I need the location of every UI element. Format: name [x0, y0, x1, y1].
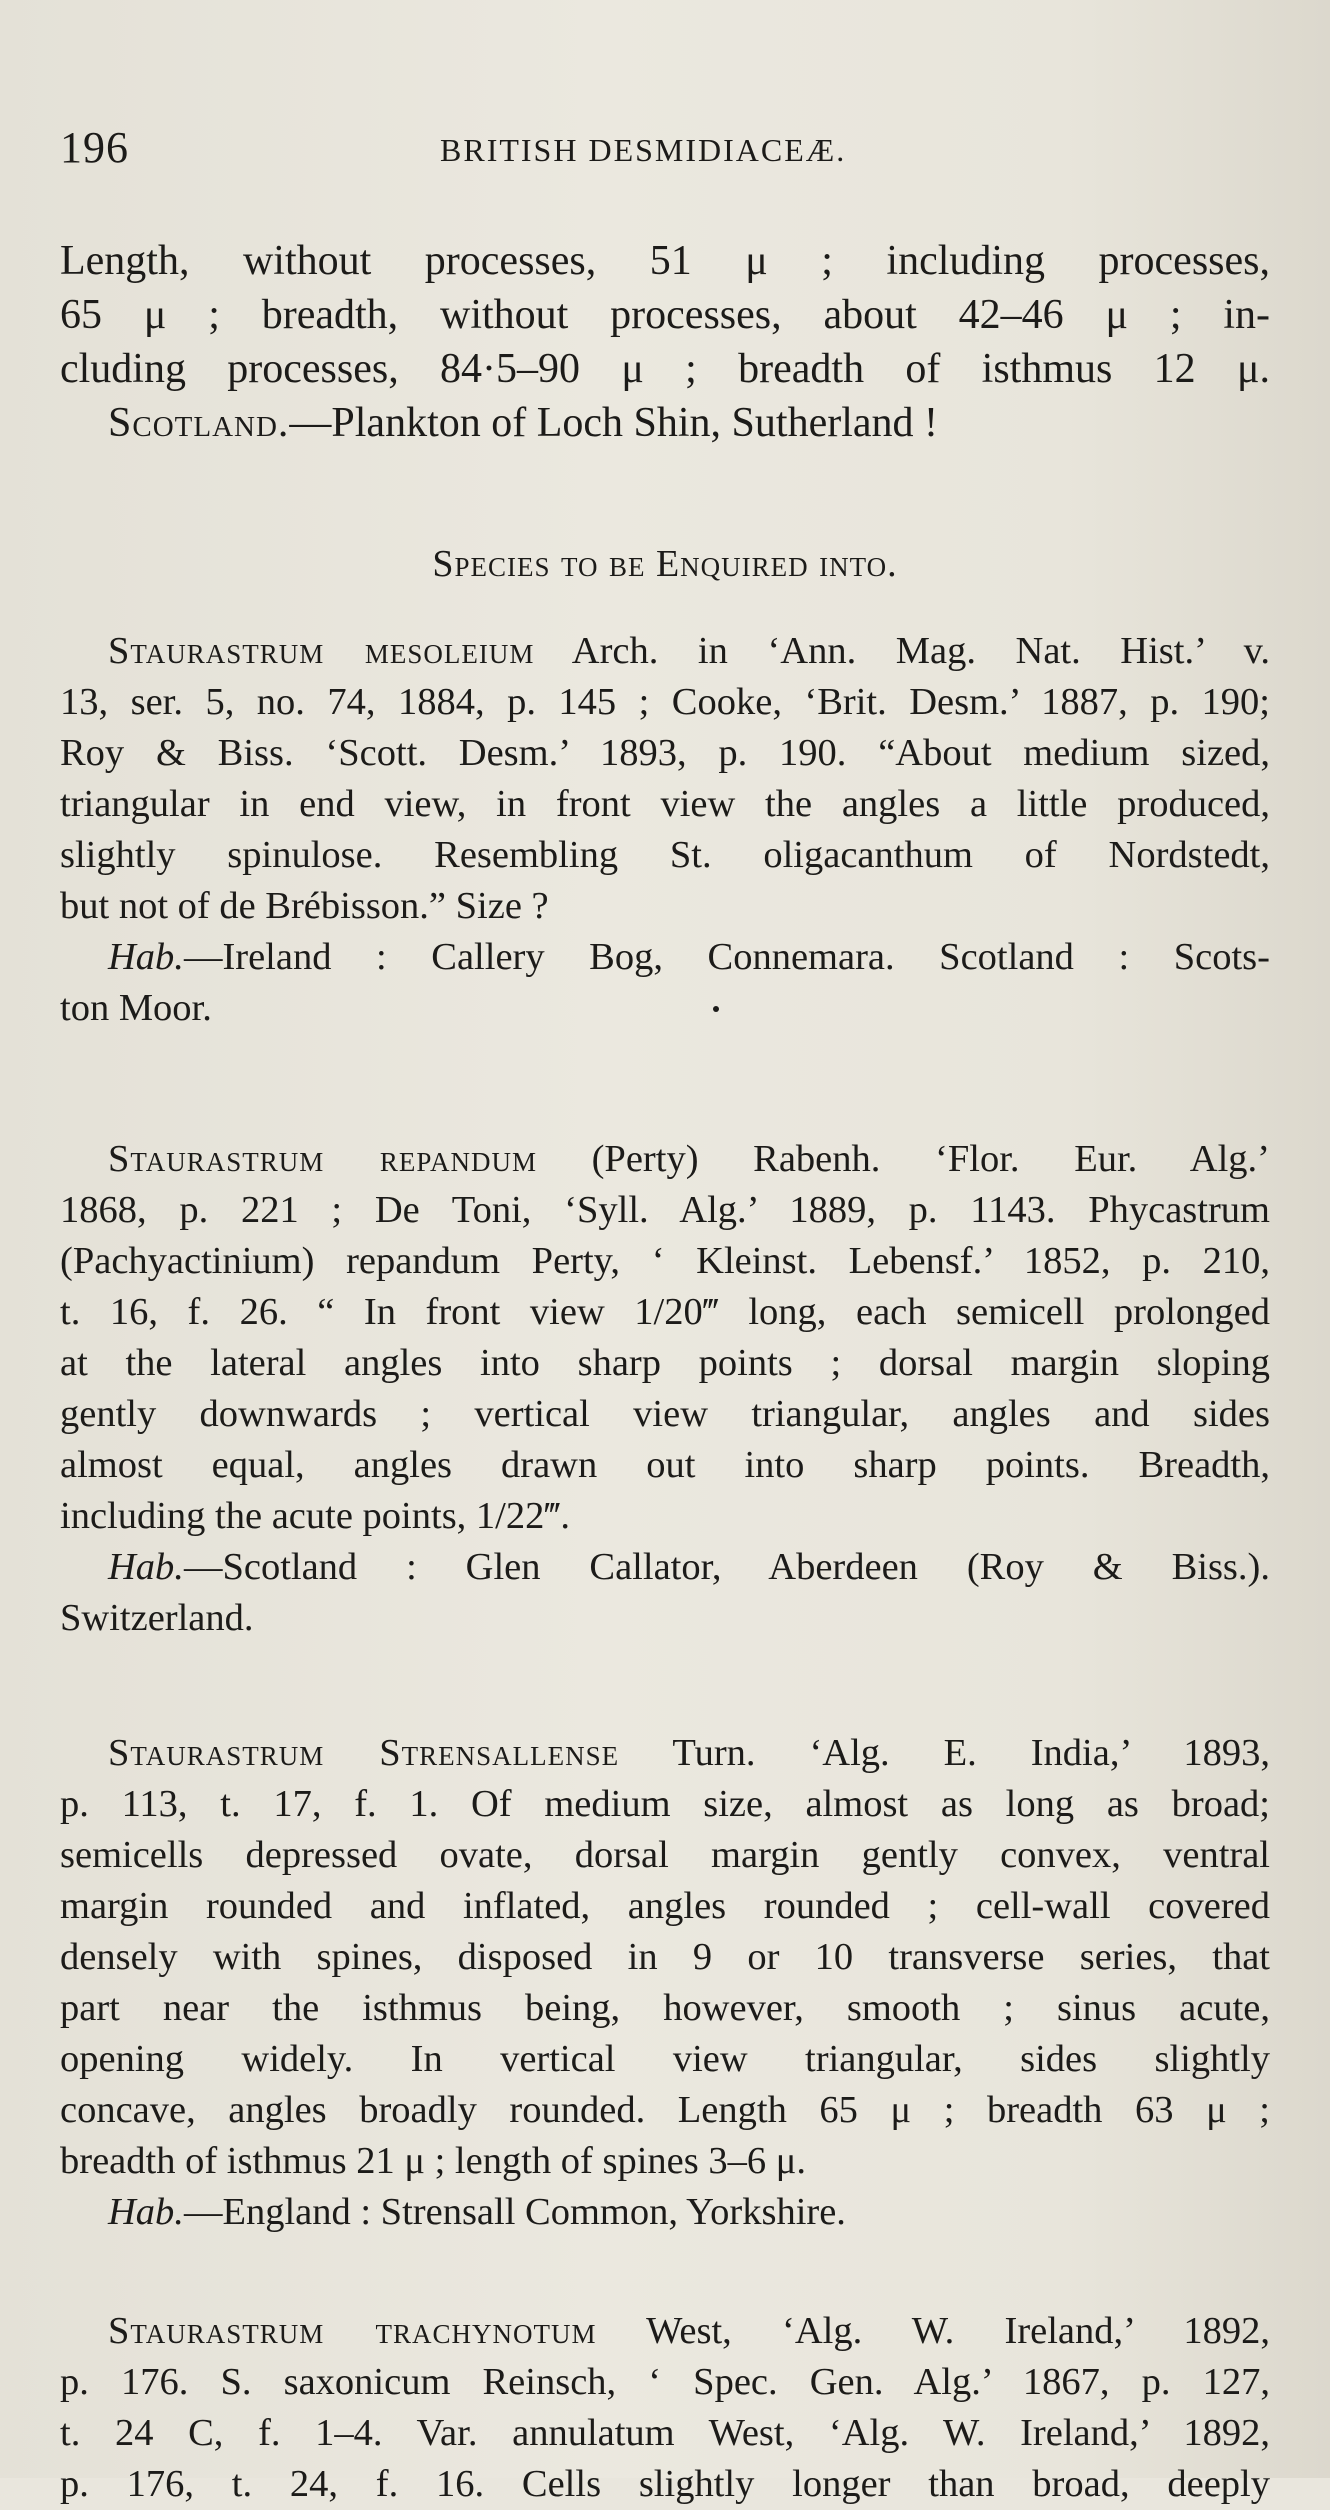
text-line: p. 176. S. saxonicum Reinsch, ‘ Spec. Gen. Alg.’ 1867, p. 127,: [60, 2361, 1270, 2403]
citation-text: (Perty) Rabenh. ‘Flor. Eur. Alg.’: [536, 1138, 1270, 1180]
text-line: opening widely. In vertical view triangular, sides slightly: [60, 2038, 1270, 2080]
habitat-line: [60, 2187, 1270, 2238]
citation-text: Turn. ‘Alg. E. India,’ 1893,: [619, 1732, 1270, 1774]
habitat-label: Hab.: [108, 936, 184, 978]
page-number: 196: [60, 123, 129, 172]
text-line: (Pachyactinium) repandum Perty, ‘ Kleinst. Lebensf.’ 1852, p. 210,: [60, 1240, 1270, 1282]
text-line: [60, 2306, 1270, 2357]
text-line: p. 113, t. 17, f. 1. Of medium size, almost as long as broad;: [60, 1783, 1270, 1825]
text-line: margin rounded and inflated, angles rounded ; cell-wall covered: [60, 1885, 1270, 1927]
text-line: 13, ser. 5, no. 74, 1884, p. 145 ; Cooke, ‘Brit. Desm.’ 1887, p. 190;: [60, 681, 1270, 723]
species-entry: [60, 1728, 1270, 2238]
text-line: [60, 626, 1270, 677]
running-head: BRITISH DESMIDIACEÆ.: [440, 132, 847, 168]
text-line: Roy & Biss. ‘Scott. Desm.’ 1893, p. 190. “About medium sized,: [60, 732, 1270, 774]
text-line: t. 16, f. 26. “ In front view 1/20‴ long, each semicell prolonged: [60, 1291, 1270, 1333]
species-name: Staurastrum Strensallense: [108, 1732, 620, 1774]
text-line: [60, 1728, 1270, 1779]
locality-label: Scotland.: [108, 400, 290, 446]
text-line: concave, angles broadly rounded. Length 65 μ ; breadth 63 μ ;: [60, 2089, 1270, 2131]
text-line: but not of de Brébisson.” Size ?: [60, 885, 549, 927]
species-name: Staurastrum repandum: [108, 1138, 537, 1180]
text-line: cluding processes, 84·5–90 μ ; breadth of isthmus 12 μ.: [60, 346, 1270, 392]
habitat-line: [60, 932, 1270, 983]
text-line: slightly spinulose. Resembling St. oligacanthum of Nordstedt,: [60, 834, 1270, 876]
text-line: at the lateral angles into sharp points ; dorsal margin sloping: [60, 1342, 1270, 1384]
citation-text: Arch. in ‘Ann. Mag. Nat. Hist.’ v.: [534, 630, 1270, 672]
text-line: Switzerland.: [60, 1597, 254, 1639]
habitat-text: —England : Strensall Common, Yorkshire.: [183, 2191, 846, 2233]
habitat-text: —Scotland : Glen Callator, Aberdeen (Roy & Biss.).: [183, 1546, 1270, 1588]
text-line: breadth of isthmus 21 μ ; length of spines 3–6 μ.: [60, 2140, 806, 2182]
species-entry: [60, 1134, 1270, 1644]
text-line: almost equal, angles drawn out into sharp points. Breadth,: [60, 1444, 1270, 1486]
text-line: gently downwards ; vertical view triangular, angles and sides: [60, 1393, 1270, 1435]
text-line: p. 176, t. 24, f. 16. Cells slightly longer than broad, deeply: [60, 2463, 1270, 2505]
text-line: semicells depressed ovate, dorsal margin gently convex, ventral: [60, 1834, 1270, 1876]
species-entry: [60, 626, 1270, 1034]
text-line: including the acute points, 1/22‴.: [60, 1495, 571, 1537]
text-line: 1868, p. 221 ; De Toni, ‘Syll. Alg.’ 1889, p. 1143. Phycastrum: [60, 1189, 1270, 1231]
text-line: Length, without processes, 51 μ ; including processes,: [60, 238, 1270, 284]
text-line: 65 μ ; breadth, without processes, about 42–46 μ ; in-: [60, 292, 1270, 338]
lead-paragraph: [60, 234, 1270, 450]
species-name: Staurastrum mesoleium: [108, 630, 535, 672]
text-line: ton Moor.: [60, 987, 212, 1029]
section-heading: Species to be Enquired into.: [432, 543, 898, 585]
species-name: Staurastrum trachynotum: [108, 2310, 597, 2352]
text-line: triangular in end view, in front view the angles a little produced,: [60, 783, 1270, 825]
species-entry: [60, 2306, 1270, 2510]
citation-text: West, ‘Alg. W. Ireland,’ 1892,: [596, 2310, 1270, 2352]
text-line: densely with spines, disposed in 9 or 10 transverse series, that: [60, 1936, 1270, 1978]
locality-text: —Plankton of Loch Shin, Sutherland !: [289, 400, 939, 446]
text-line: t. 24 C, f. 1–4. Var. annulatum West, ‘Alg. W. Ireland,’ 1892,: [60, 2412, 1270, 2454]
habitat-label: Hab.: [108, 1546, 184, 1588]
ink-speck: [713, 1006, 719, 1012]
habitat-label: Hab.: [108, 2191, 184, 2233]
text-line: part near the isthmus being, however, smooth ; sinus acute,: [60, 1987, 1270, 2029]
page-header: [60, 122, 1270, 182]
locality-line: [60, 396, 1270, 450]
habitat-line: [60, 1542, 1270, 1593]
text-line: [60, 1134, 1270, 1185]
habitat-text: —Ireland : Callery Bog, Connemara. Scotland : Scots-: [183, 936, 1270, 978]
